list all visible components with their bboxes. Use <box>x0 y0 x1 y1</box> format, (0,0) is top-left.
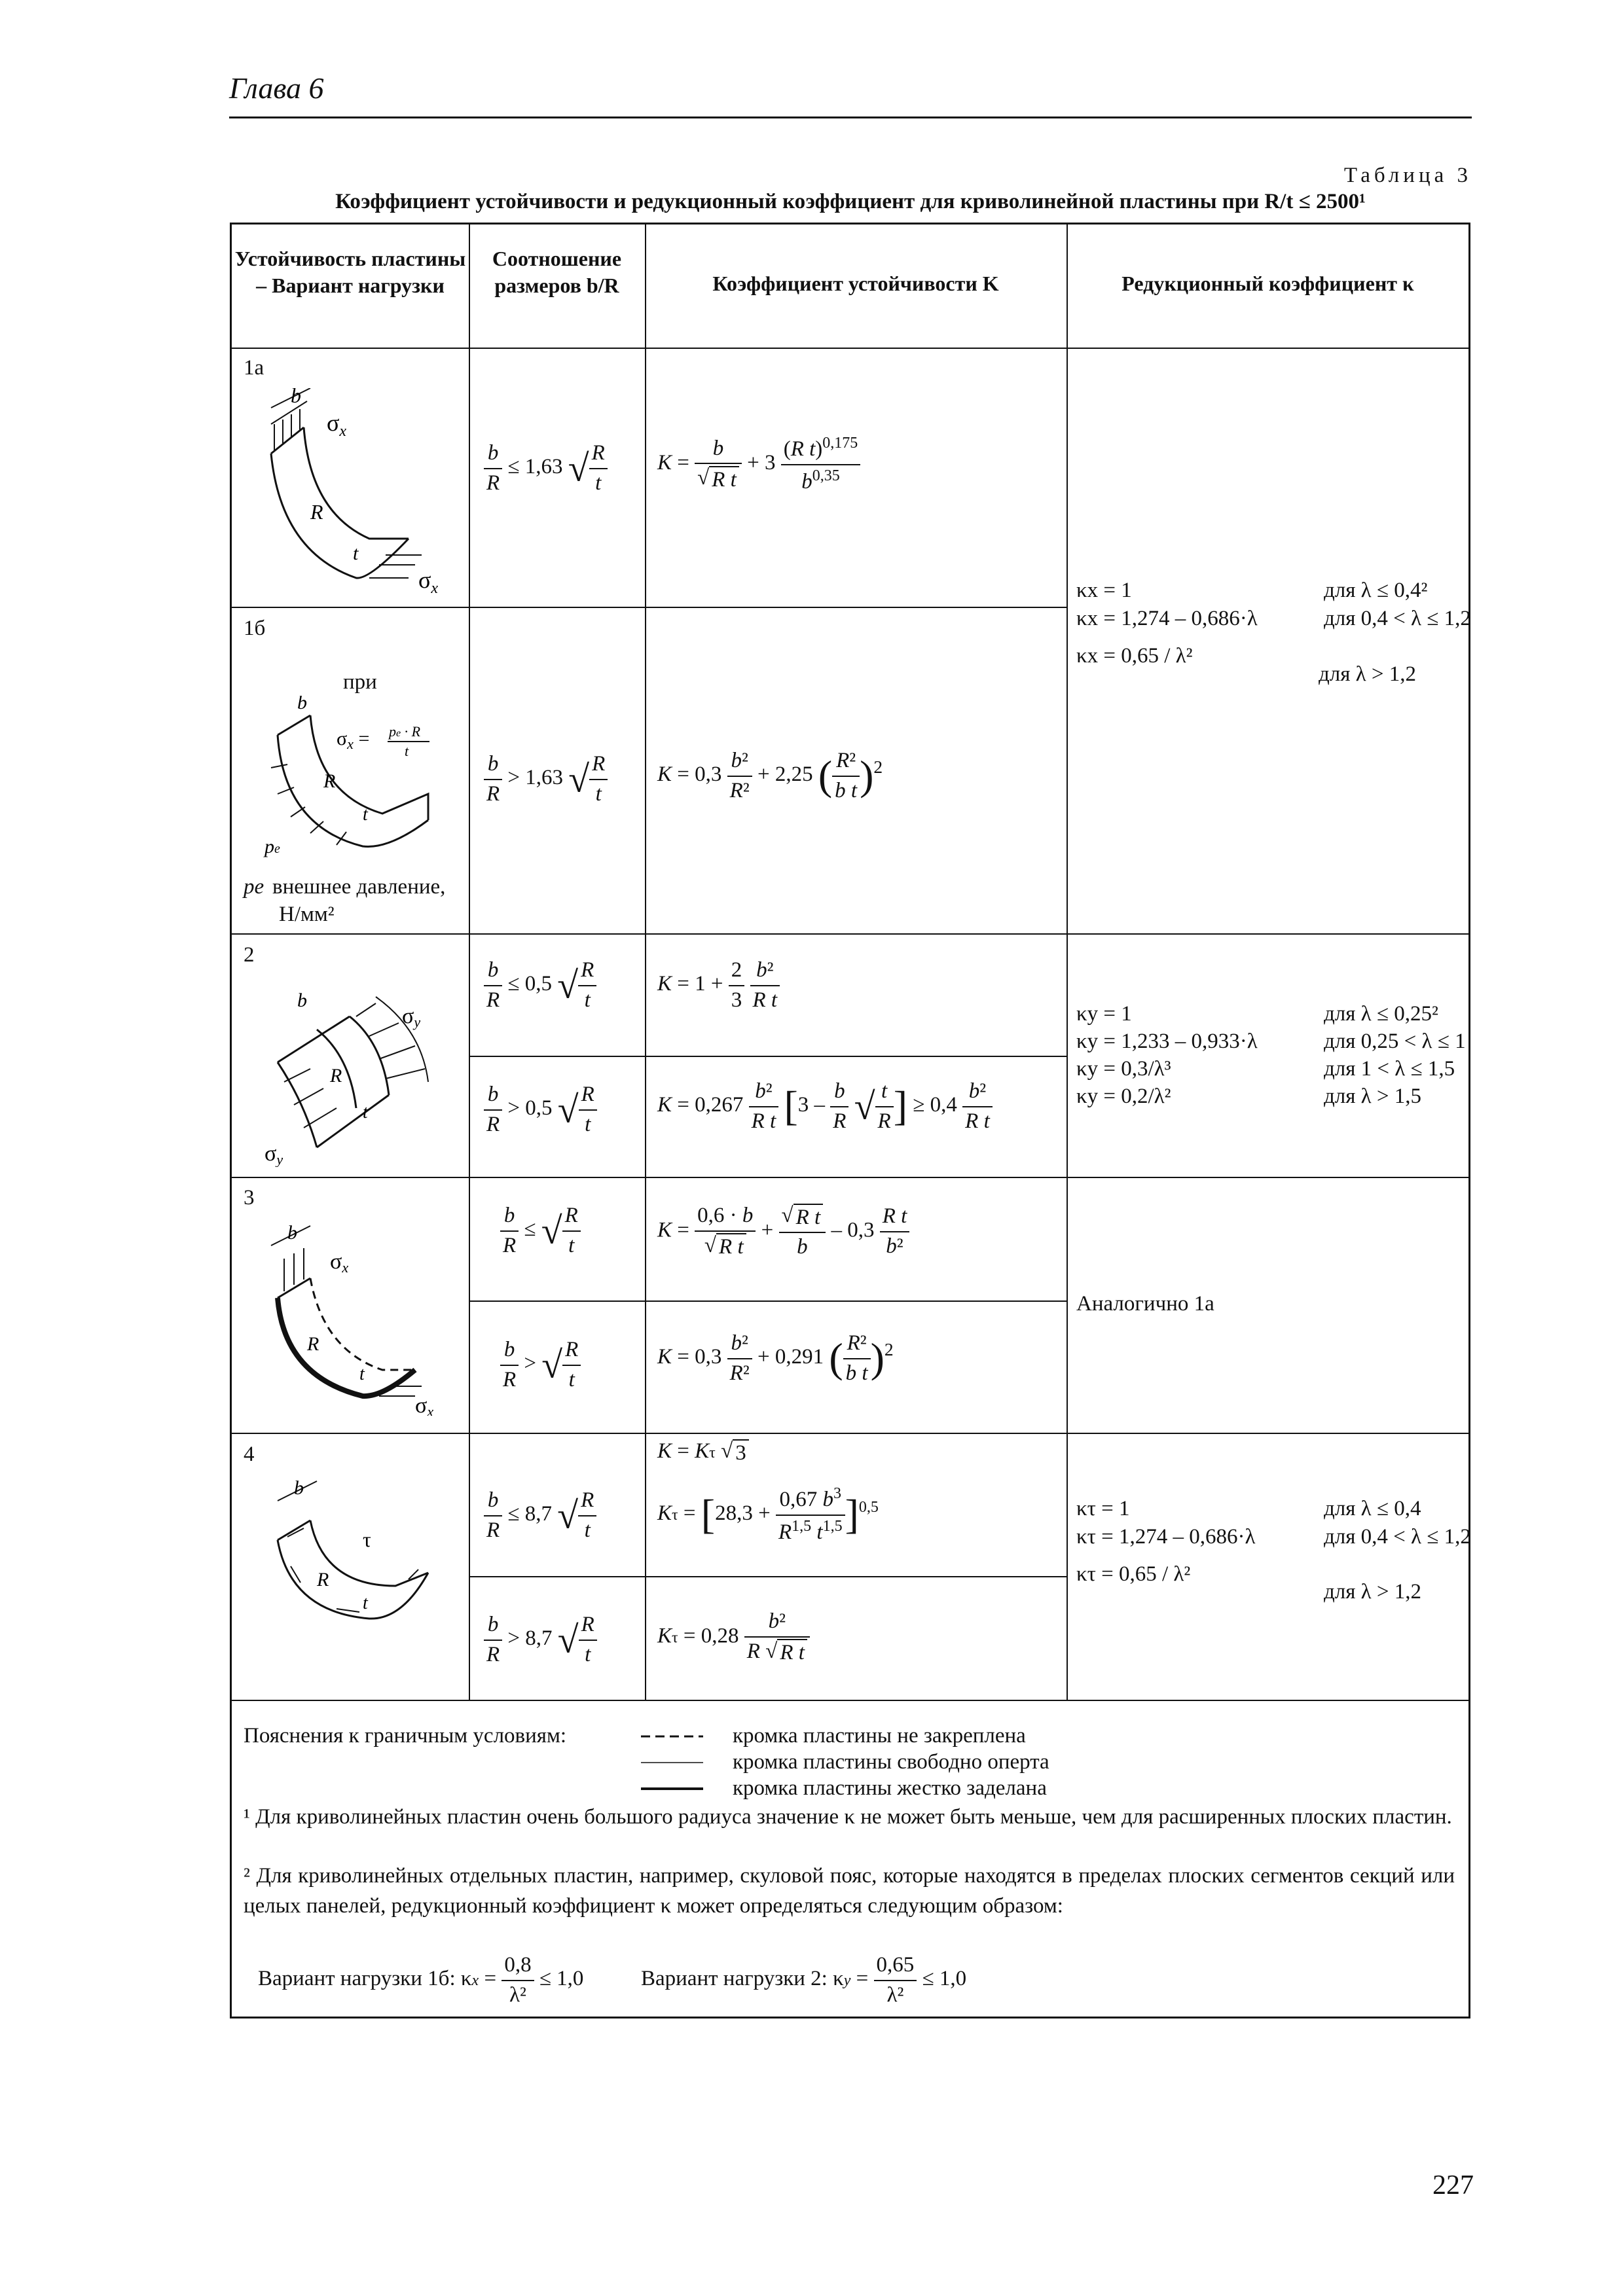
kappa-1-formula-2: κx = 0,65 / λ² <box>1076 644 1193 668</box>
boundary-item-2: кромка пластины жестко заделана <box>733 1776 1047 1800</box>
formula-K-3b: K = 0,3 $\frac{\text{b²}}{\text{R²}}$ + 0,291 ( $\frac{\text{R²}}{\text{b t}}$ )$^2$ <box>657 1331 894 1385</box>
table-caption: Коэффициент устойчивости и редукционный коэффициент для криволинейной пластины при R/t ≤ 2500¹ <box>335 190 1366 213</box>
variant-2-formula: Вариант нагрузки 2: κy = $\frac{0,65}{\text{λ²}}$ ≤ 1,0 <box>641 1953 967 2007</box>
kappa-1-cond-1: для 0,4 < λ ≤ 1,2 <box>1324 607 1471 630</box>
svg-text:σx: σx <box>415 1393 434 1416</box>
case-1b-note: при <box>343 670 377 694</box>
footnote-2: ² Для криволинейных отдельных пластин, например, скуловой пояс, которые находятся в пределах плоских сегментов секций или целых панелей, редукционный коэффициент κ может определяться следующим образом: <box>244 1864 1455 1918</box>
ratio-2b: $\frac{b}{R}$ > 0,5 √ $\frac{R}{t}$ <box>484 1082 597 1138</box>
boundary-item-0: кромка пластины не закреплена <box>733 1724 1026 1748</box>
formula-K-1b: K = 0,3 $\frac{\text{b²}}{\text{R²}}$ + 2,25 ( $\frac{\text{R²}}{\text{b t}}$ )$^2$ <box>657 749 883 802</box>
kappa-3: Аналогично 1а <box>1076 1292 1214 1316</box>
case-3-label: 3 <box>244 1186 255 1210</box>
stability-table <box>230 223 1470 2018</box>
svg-text:t: t <box>363 1102 368 1122</box>
svg-text:σx: σx <box>330 1249 349 1276</box>
formula-K-2b: K = 0,267 $\frac{\text{b²}}{\text{R t}}$ [3 – $\frac{b}{R}$ √ $\frac{t}{R}$ ] ≥ 0,4 $\frac{\text{b²}}{\text{R t}}$ <box>657 1079 993 1134</box>
svg-text:b: b <box>297 696 307 713</box>
kappa-4-cond-2: для λ > 1,2 <box>1324 1580 1422 1604</box>
svg-text:σx: $\sigma_x$ <box>418 567 439 597</box>
svg-text:pe · R: pe · R <box>389 723 421 740</box>
case-1b-label: 1б <box>244 617 266 640</box>
kappa-2-formula-3: κy = 0,2/λ² <box>1076 1085 1171 1108</box>
svg-text:t: t <box>405 743 409 759</box>
kappa-2-formula-2: κy = 0,3/λ³ <box>1076 1057 1171 1081</box>
running-head: Глава 6 <box>229 71 324 105</box>
kappa-4-cond-1: для 0,4 < λ ≤ 1,2 <box>1324 1525 1471 1549</box>
plate-1b-diagram <box>258 696 461 866</box>
kappa-4-formula-1: κτ = 1,274 – 0,686·λ <box>1076 1525 1256 1549</box>
svg-text:σy: σy <box>264 1141 283 1167</box>
boundary-legend-lines <box>641 1723 706 1802</box>
ratio-4a: $\frac{b}{R}$ ≤ 8,7 √ $\frac{R}{t}$ <box>484 1488 596 1543</box>
kappa-1-formula-0: κx = 1 <box>1076 579 1132 602</box>
header-ratio: Соотношение размеров b/R <box>492 247 622 297</box>
pe-note: внешнее давление, <box>272 875 446 899</box>
svg-text:t: t <box>353 543 359 564</box>
svg-text:b: b <box>297 990 307 1011</box>
svg-text:R: R <box>307 1333 319 1355</box>
svg-text:R: R <box>330 1065 342 1086</box>
svg-text:σy: σy <box>402 1004 421 1030</box>
case-4-label: 4 <box>244 1443 255 1466</box>
svg-text:R: R <box>317 1569 329 1590</box>
boundary-title: Пояснения к граничным условиям: <box>244 1724 567 1748</box>
header-reduction-coefficient: Редукционный коэффициент κ <box>1122 272 1414 295</box>
ratio-3a: $\frac{b}{R}$ ≤ √ $\frac{R}{t}$ <box>500 1203 581 1259</box>
kappa-2-formula-1: κy = 1,233 – 0,933·λ <box>1076 1030 1258 1053</box>
header-stability-coefficient: Коэффициент устойчивости K <box>712 272 999 295</box>
plate-1a-diagram <box>245 388 454 598</box>
formula-K-1a: K = $\frac{b}{\text{√ R t}}$ + 3 $\frac{(R t)^{0,175}}{b^{0,35}}$ <box>657 434 860 495</box>
formula-K-2a: K = 1 + $\frac{2}{3}$ $\frac{\text{b²}}{\text{R t}}$ <box>657 958 780 1013</box>
ratio-2a: $\frac{b}{R}$ ≤ 0,5 √ $\frac{R}{t}$ <box>484 958 596 1013</box>
kappa-2-cond-0: для λ ≤ 0,25² <box>1324 1002 1438 1026</box>
footnote-1: ¹ Для криволинейных пластин очень большого радиуса значение κ не может быть меньше, чем для расширенных плоских пластин. <box>244 1805 1452 1829</box>
kappa-4-formula-0: κτ = 1 <box>1076 1497 1130 1520</box>
svg-text:σx: $\sigma_x$ <box>327 410 347 440</box>
svg-text:pe: pe <box>264 836 280 857</box>
formula-K-4-tau: K = Kτ √ 3 <box>657 1439 749 1466</box>
svg-text:t: t <box>363 804 368 825</box>
boundary-item-1: кромка пластины свободно оперта <box>733 1750 1049 1774</box>
kappa-1-cond-2: для λ > 1,2 <box>1319 662 1417 686</box>
svg-text:t: t <box>363 1593 368 1613</box>
header-load-case: Устойчивость пластины – Вариант нагрузки <box>234 247 466 297</box>
kappa-1-cond-0: для λ ≤ 0,4² <box>1324 579 1428 602</box>
kappa-2-cond-2: для 1 < λ ≤ 1,5 <box>1324 1057 1455 1081</box>
ratio-1b: $\frac{b}{R}$ > 1,63 √ $\frac{R}{t}$ <box>484 751 608 807</box>
ratio-3b: $\frac{b}{R}$ > √ $\frac{R}{t}$ <box>500 1337 581 1393</box>
formula-K-3a: K = $\frac{0,6 \cdot b}{\text{√ R t}}$ + $\frac{\text{√ R t}}{b}$ – 0,3 $\frac{\text{R t}}{\text{b²}}$ <box>657 1203 909 1261</box>
variant-1b-formula: Вариант нагрузки 1б: κx = $\frac{0,8}{\text{λ²}}$ ≤ 1,0 <box>258 1953 584 2007</box>
page-number: 227 <box>1432 2170 1474 2200</box>
kappa-4-formula-2: κτ = 0,65 / λ² <box>1076 1562 1191 1586</box>
formula-Ktau-4b: Kτ = 0,28 $\frac{\text{b²}}{\text{R √ R t}}$ <box>657 1609 810 1666</box>
kappa-2-cond-1: для 0,25 < λ ≤ 1 <box>1324 1030 1466 1053</box>
svg-text:b: b <box>291 388 301 407</box>
plate-3-diagram <box>258 1219 461 1416</box>
kappa-4-cond-0: для λ ≤ 0,4 <box>1324 1497 1421 1520</box>
svg-text:τ: τ <box>363 1528 371 1551</box>
case-2-label: 2 <box>244 943 255 967</box>
svg-text:t: t <box>359 1364 365 1384</box>
table-label: Таблица 3 <box>1343 164 1472 187</box>
ratio-1a: $\frac{b}{R}$ ≤ 1,63 √ $\frac{R}{t}$ <box>484 440 608 496</box>
header-rule <box>229 117 1472 118</box>
svg-text:σx =: $\sigma_x$ = <box>337 728 370 752</box>
plate-2-diagram <box>258 971 461 1167</box>
svg-text:b: b <box>287 1222 297 1244</box>
kappa-1-formula-1: κx = 1,274 – 0,686·λ <box>1076 607 1258 630</box>
formula-Ktau-4a: Kτ = [28,3 + $\frac{0,67 b^3}{R^{1,5} t^{1,5}}$ ]$^{0,5}$ <box>657 1485 879 1544</box>
svg-text:b: b <box>294 1477 304 1499</box>
pe-symbol: pe <box>244 875 264 899</box>
pe-unit: Н/мм² <box>279 903 335 926</box>
svg-text:R: R <box>310 500 323 524</box>
case-1a-label: 1а <box>244 356 264 380</box>
ratio-4b: $\frac{b}{R}$ > 8,7 √ $\frac{R}{t}$ <box>484 1612 597 1668</box>
kappa-2-formula-0: κy = 1 <box>1076 1002 1132 1026</box>
kappa-2-cond-3: для λ > 1,5 <box>1324 1085 1422 1108</box>
svg-text:R: R <box>323 770 336 792</box>
plate-4-diagram <box>271 1475 461 1632</box>
